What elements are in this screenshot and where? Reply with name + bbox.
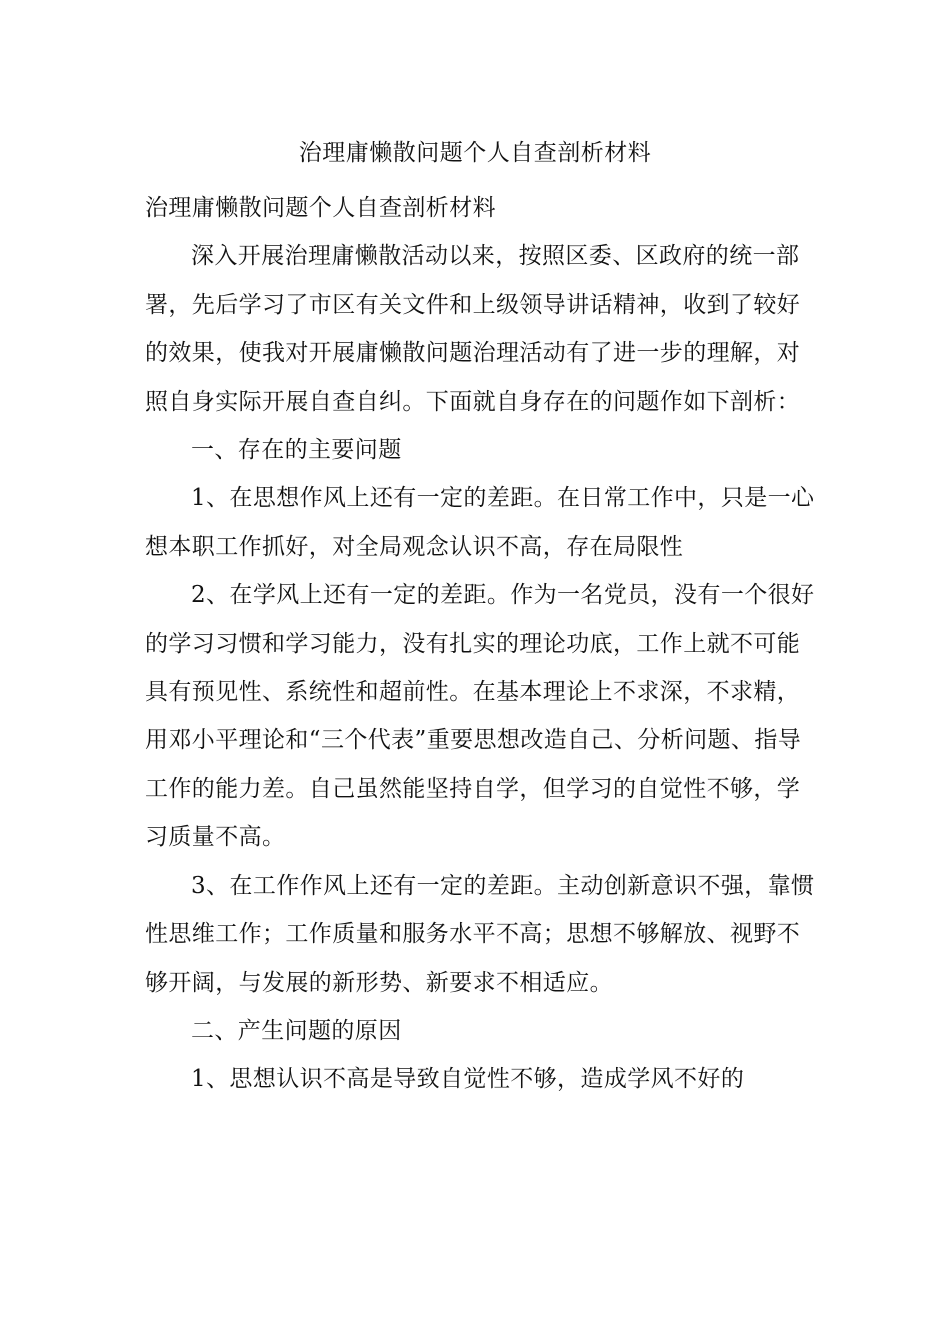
paragraph-problem-2: 2、在学风上还有一定的差距。作为一名党员，没有一个很好的学习习惯和学习能力，没有扎实的理论功底，工作上就不可能具有预见性、系统性和超前性。在基本理论上不求深，不求精，用邓小平理论和“三个代表”重要思想改造自己、分析问题、指导工作的能力差。自己虽然能坚持自学，但学习的自觉性不够，学习质量不高。 [145, 582, 815, 851]
paragraph-cause-1: 1、思想认识不高是导致自觉性不够，造成学风不好的 [191, 1066, 745, 1093]
section-heading-problems: 一、存在的主要问题 [191, 437, 402, 464]
paragraph-problem-1: 1、在思想作风上还有一定的差距。在日常工作中，只是一心想本职工作抓好，对全局观念认识不高，存在局限性 [145, 485, 815, 560]
section-heading-causes: 二、产生问题的原因 [191, 1017, 402, 1044]
paragraph-intro: 深入开展治理庸懒散活动以来，按照区委、区政府的统一部署，先后学习了市区有关文件和上级领导讲话精神，收到了较好的效果，使我对开展庸懒散问题治理活动有了进一步的理解，对照自身实际开展自查自纠。下面就自身存在的问题作如下剖析： [145, 243, 801, 415]
document-body [145, 184, 817, 1104]
document-title: 治理庸懒散问题个人自查剖析材料 [298, 140, 652, 166]
paragraph-problem-3: 3、在工作作风上还有一定的差距。主动创新意识不强，靠惯性思维工作；工作质量和服务水平不高；思想不够解放、视野不够开阔，与发展的新形势、新要求不相适应。 [145, 872, 815, 996]
document-subtitle: 治理庸懒散问题个人自查剖析材料 [145, 195, 496, 221]
